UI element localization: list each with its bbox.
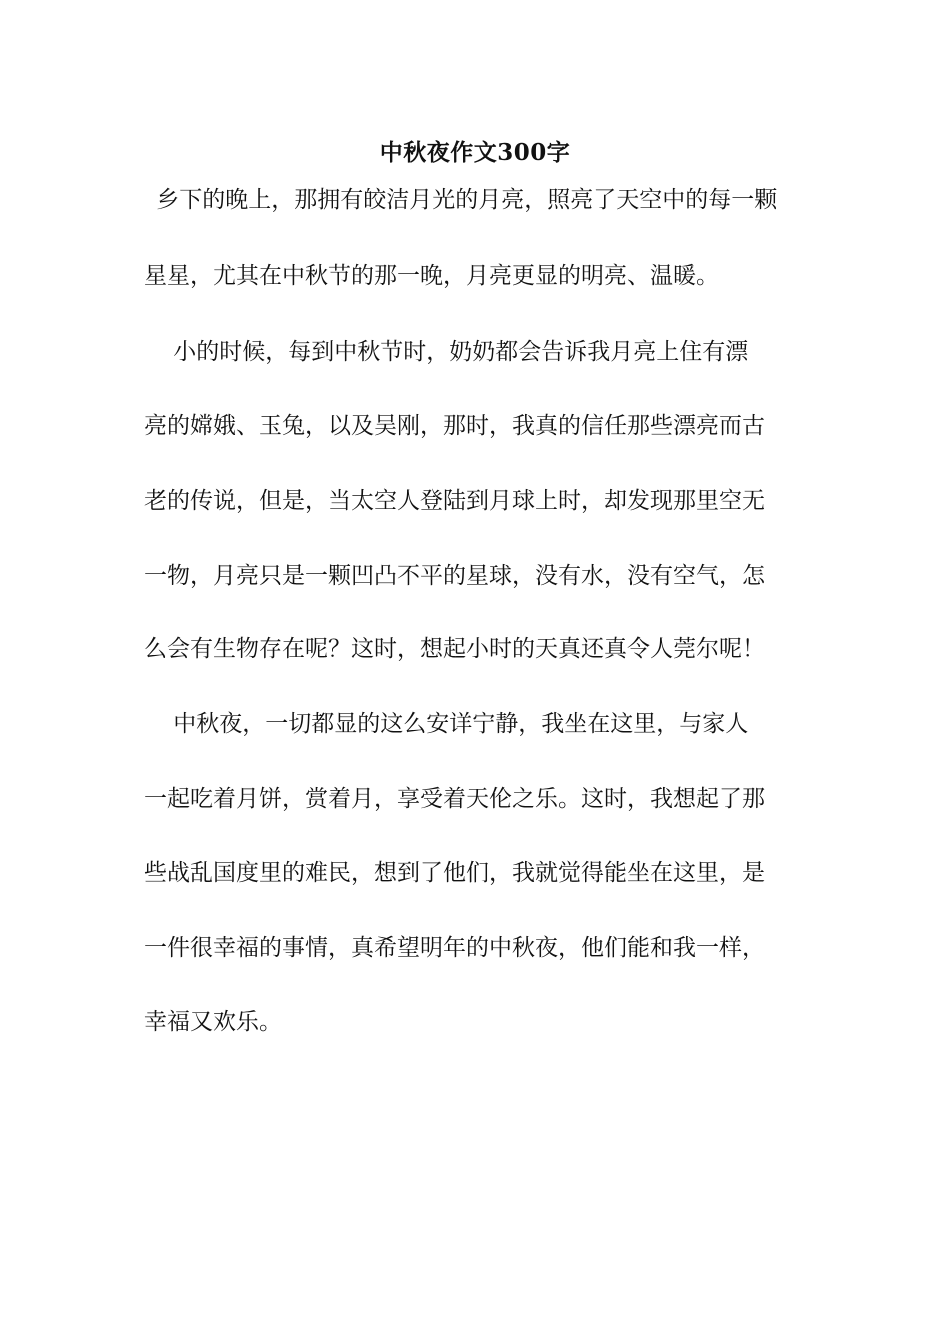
text-line: 小的时候，每到中秋节时，奶奶都会告诉我月亮上住有漂 (144, 339, 749, 365)
text-line: 中秋夜，一切都显的这么安详宁静，我坐在这里，与家人 (144, 711, 749, 737)
text-line: 一件很幸福的事情，真希望明年的中秋夜，他们能和我一样， (144, 935, 765, 961)
text-line: 一物，月亮只是一颗凹凸不平的星球，没有水，没有空气，怎 (144, 563, 765, 589)
text-line: 么会有生物存在呢？这时，想起小时的天真还真令人莞尔呢！ (144, 636, 765, 662)
text-line: 老的传说，但是，当太空人登陆到月球上时，却发现那里空无 (144, 488, 765, 514)
text-line: 乡下的晚上，那拥有皎洁月光的月亮，照亮了天空中的每一颗 (149, 187, 778, 213)
text-line: 亮的嫦娥、玉兔，以及吴刚，那时，我真的信任那些漂亮而古 (144, 413, 765, 439)
text-line: 些战乱国度里的难民，想到了他们，我就觉得能坐在这里，是 (144, 860, 765, 886)
document-title: 中秋夜作文300字 (379, 139, 571, 166)
text-line: 一起吃着月饼，赏着月，享受着天伦之乐。这时，我想起了那 (144, 786, 765, 812)
text-line: 幸福又欢乐。 (144, 1009, 282, 1035)
text-line: 星星，尤其在中秋节的那一晚，月亮更显的明亮、温暖。 (144, 263, 719, 289)
